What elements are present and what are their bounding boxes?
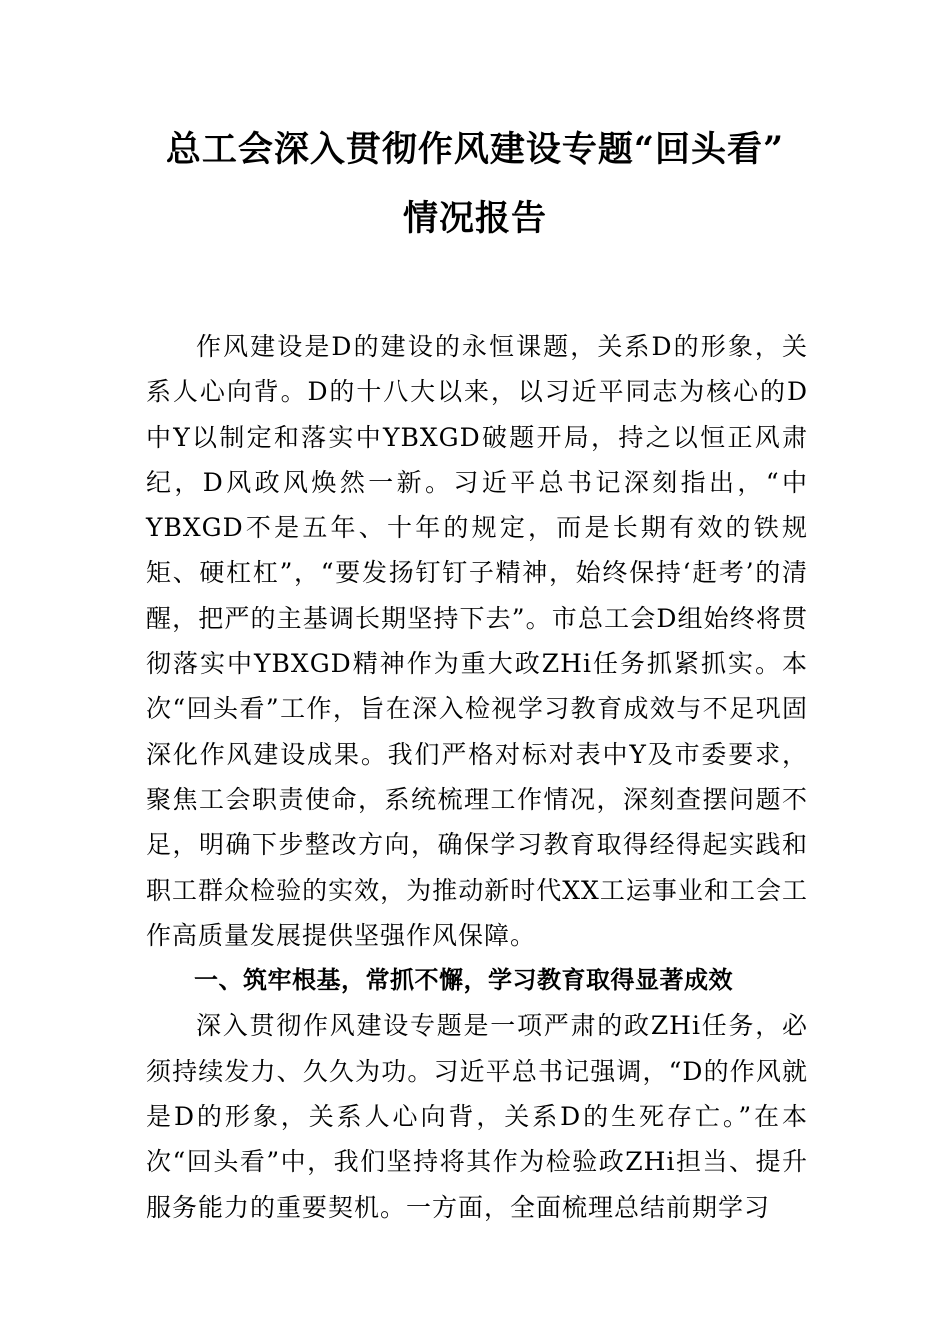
section-heading-1: 一、筑牢根基，常抓不懈，学习教育取得显著成效 — [194, 966, 733, 995]
section-1-paragraph: 深入贯彻作风建设专题是一项严肃的政ZHi任务，必须持续发力、久久为功。习近平总书记强调，“D的作风就是D的形象，关系人心向背，关系D的生死存亡。”在本次“回头看”中，我们坚持将其作为检验政ZHi担当、提升服务能力的重要契机。一方面，全面梳理总结前期学习 — [146, 1011, 808, 1222]
document-title-line-1: 总工会深入贯彻作风建设专题“回头看” — [165, 129, 785, 170]
intro-paragraph: 作风建设是D的建设的永恒课题，关系D的形象，关系人心向背。D的十八大以来，以习近平同志为核心的D中Y以制定和落实中YBXGD破题开局，持之以恒正风肃纪，D风政风焕然一新。习近平总书记深刻指出，“中YBXGD不是五年、十年的规定，而是长期有效的铁规矩、硬杠杠”，“要发扬钉钉子精神，始终保持‘赶考’的清醒，把严的主基调长期坚持下去”。市总工会D组始终将贯彻落实中YBXGD精神作为重大政ZHi任务抓紧抓实。本次“回头看”工作，旨在深入检视学习教育成效与不足巩固深化作风建设成果。我们严格对标对表中Y及市委要求，聚焦工会职责使命，系统梳理工作情况，深刻查摆问题不足，明确下步整改方向，确保学习教育取得经得起实践和职工群众检验的实效，为推动新时代XX工运事业和工会工作高质量发展提供坚强作风保障。 — [146, 332, 808, 950]
document-title-line-2: 情况报告 — [402, 198, 547, 239]
document-body — [146, 324, 808, 1230]
